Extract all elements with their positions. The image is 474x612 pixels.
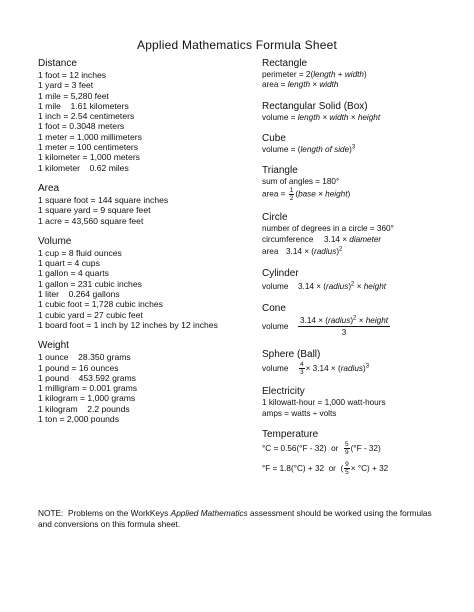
circumference-var: diameter [349, 234, 382, 244]
cone-label: volume [262, 322, 289, 332]
cone-num-exponent: 2 [353, 315, 357, 322]
fahrenheit-prefix: °F = 1.8(°C) + 32 or ( [262, 464, 344, 473]
cube-heading: Cube [262, 132, 286, 144]
volume-line: 1 liter 0.264 gallons [38, 289, 120, 300]
weight-line: 1 milligram = 0.001 grams [38, 383, 138, 394]
weight-line: 1 ton = 2,000 pounds [38, 414, 119, 425]
four-thirds-fraction [299, 361, 305, 376]
temperature-heading: Temperature [262, 429, 319, 440]
distance-line: 1 kilometer = 1,000 meters [38, 152, 140, 163]
electricity-section [262, 386, 462, 419]
fraction-denominator: 5 [345, 469, 349, 477]
volume-heading: Volume [38, 235, 72, 247]
cylinder-exponent: 2 [351, 281, 355, 288]
fraction-numerator: 5 [344, 441, 349, 449]
area-prefix: area = [262, 80, 288, 90]
cube-prefix: volume = ( [262, 144, 301, 154]
distance-line: 1 yard = 3 feet [38, 80, 94, 91]
left-column [38, 58, 248, 434]
rectangle-section [262, 58, 462, 91]
celsius-prefix: °C = 0.56(°F - 32) or [262, 444, 343, 453]
area-formula: length × width [287, 80, 339, 90]
sphere-exponent: 3 [365, 363, 370, 370]
perimeter-length: length [313, 70, 336, 79]
weight-line: 1 pound 453.592 grams [38, 372, 136, 383]
circle-area-label: area [262, 247, 279, 257]
sphere-section [262, 349, 462, 376]
circumference-pre: 3.14 × [324, 234, 350, 244]
rect-solid-section [262, 101, 462, 123]
right-column [262, 58, 462, 487]
volume-prefix: volume = [262, 112, 298, 122]
area-line: 1 square foot = 144 square inches [38, 194, 169, 205]
cube-section [262, 133, 462, 155]
fraction-numerator: 9 [345, 461, 349, 469]
distance-line: 1 meter = 1,000 millimeters [38, 131, 142, 142]
cone-fraction [298, 315, 390, 338]
circle-area [262, 245, 462, 258]
triangle-area-prefix: area = [262, 190, 288, 200]
electricity-line: 1 kilowatt-hour = 1,000 watt-hours [262, 398, 386, 408]
fraction-numerator: 4 [300, 361, 304, 369]
volume-section [38, 236, 248, 330]
cone-denominator: 3 [341, 328, 347, 338]
cylinder-heading: Cylinder [262, 268, 299, 280]
cylinder-pre: 3.14 × ( [298, 282, 326, 292]
sphere-post: ) [363, 364, 366, 374]
cone-num-tail: × height [356, 316, 389, 326]
circle-area-var: radius [314, 247, 337, 257]
cube-exponent: 3 [351, 144, 356, 151]
area-line: 1 square yard = 9 square feet [38, 205, 151, 216]
distance-line: 1 foot = 0.3048 meters [38, 121, 125, 132]
distance-line: 1 kilometer 0.62 miles [38, 162, 129, 173]
note-italic: Applied Mathematics [170, 508, 248, 518]
perimeter-width: width [344, 70, 364, 79]
celsius-suffix: (°F - 32) [350, 444, 381, 453]
triangle-open-paren: ( [295, 190, 299, 200]
cone-num-post: ) [350, 316, 354, 326]
volume-line: 1 gallon = 231 cubic inches [38, 278, 142, 289]
page-title: Applied Mathematics Formula Sheet [136, 38, 338, 52]
cone-volume [262, 315, 462, 339]
triangle-section [262, 165, 462, 202]
circle-circumference [262, 235, 462, 245]
weight-line: 1 pound = 16 ounces [38, 362, 119, 373]
temperature-section [262, 429, 462, 477]
perimeter-prefix: perimeter = 2( [262, 70, 314, 79]
sphere-label: volume [262, 364, 289, 374]
rect-solid-volume [262, 113, 462, 123]
sphere-volume [262, 361, 462, 376]
circle-area-post: ) [336, 247, 340, 257]
distance-line: 1 inch = 2.54 centimeters [38, 111, 135, 122]
nine-fifths-fraction [344, 461, 350, 476]
volume-line: 1 cubic yard = 27 cubic feet [38, 309, 143, 320]
area-section [38, 183, 248, 226]
area-line: 1 acre = 43,560 square feet [38, 215, 144, 226]
volume-line: 1 gallon = 4 quarts [38, 268, 109, 279]
volume-line: 1 cubic foot = 1,728 cubic inches [38, 299, 163, 310]
distance-line: 1 mile 1.61 kilometers [38, 100, 129, 111]
weight-heading: Weight [38, 340, 69, 352]
cylinder-label: volume [262, 282, 289, 292]
fraction-denominator: 2 [289, 195, 294, 203]
cone-num-pre: 3.14 × ( [300, 316, 328, 326]
rect-solid-heading: Rectangular Solid (Box) [262, 100, 368, 112]
triangle-angles: sum of angles = 180° [262, 177, 340, 187]
cone-num-var: radius [328, 316, 351, 326]
weight-line: 1 kilogram 2.2 pounds [38, 403, 130, 414]
triangle-close-paren: ) [347, 190, 351, 200]
cylinder-volume [262, 280, 462, 293]
triangle-area [262, 187, 462, 202]
sphere-var: radius [340, 364, 363, 374]
distance-line: 1 mile = 5,280 feet [38, 90, 109, 101]
electricity-line: amps = watts ÷ volts [262, 408, 337, 418]
rectangle-area [262, 80, 462, 90]
cube-suffix: ) [349, 144, 352, 154]
distance-section [38, 58, 248, 173]
volume-line: 1 quart = 4 cups [38, 258, 100, 269]
circle-heading: Circle [262, 212, 288, 224]
sphere-pre: × 3.14 × ( [305, 364, 341, 374]
cone-numerator [298, 315, 390, 327]
weight-line: 1 kilogram = 1,000 grams [38, 393, 136, 404]
fahrenheit-suffix: × °C) + 32 [350, 464, 389, 473]
cube-formula: length of side [300, 144, 350, 154]
perimeter-suffix: ) [363, 70, 367, 79]
fahrenheit-formula [262, 461, 462, 477]
rectangle-heading: Rectangle [262, 58, 308, 69]
formula-note [38, 508, 438, 529]
fraction-denominator: 3 [300, 369, 304, 377]
cylinder-post: ) [348, 282, 352, 292]
cone-heading: Cone [262, 303, 286, 315]
circle-section [262, 212, 462, 258]
cylinder-tail: × height [354, 282, 387, 292]
distance-heading: Distance [38, 58, 77, 69]
volume-formula: length × width × height [297, 112, 381, 122]
distance-line: 1 foot = 12 inches [38, 70, 107, 80]
circle-area-pre: 3.14 × ( [286, 247, 314, 257]
circle-area-exponent: 2 [339, 246, 343, 253]
fraction-numerator: 1 [289, 187, 294, 195]
electricity-heading: Electricity [262, 386, 305, 398]
distance-line: 1 meter = 100 centimeters [38, 142, 139, 153]
half-fraction [289, 187, 295, 202]
triangle-heading: Triangle [262, 165, 298, 177]
sphere-heading: Sphere (Ball) [262, 349, 321, 361]
fraction-denominator: 9 [344, 449, 349, 457]
rectangle-perimeter [262, 70, 462, 80]
weight-section [38, 340, 248, 424]
triangle-area-formula: base × height [298, 190, 348, 200]
celsius-formula [262, 441, 462, 457]
cube-volume [262, 145, 462, 155]
cone-section [262, 303, 462, 339]
perimeter-plus: + [335, 70, 345, 79]
note-lead: NOTE: Problems on the WorkKeys [38, 508, 171, 518]
volume-line: 1 board foot = 1 inch by 12 inches by 12 inches [38, 319, 218, 330]
volume-line: 1 cup = 8 fluid ounces [38, 247, 122, 258]
area-heading: Area [38, 182, 60, 194]
five-ninths-fraction [344, 441, 350, 456]
cylinder-section [262, 268, 462, 293]
note-rest: assessment should be worked using the formulas and conversions on this formula sheet. [38, 508, 432, 529]
cylinder-var: radius [326, 282, 349, 292]
circle-degrees: number of degrees in a circle = 360° [262, 224, 394, 234]
weight-line: 1 ounce 28.350 grams [38, 352, 131, 363]
circumference-label: circumference [262, 234, 314, 244]
